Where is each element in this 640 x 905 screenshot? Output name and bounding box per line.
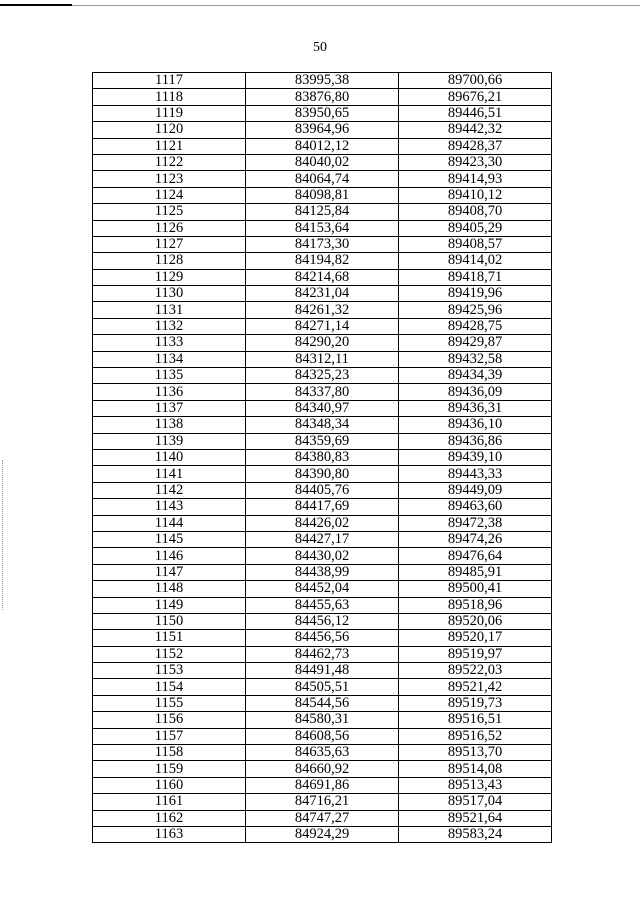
point-number-cell: 1136 (93, 384, 246, 400)
table-row (93, 466, 552, 482)
x-coordinate-cell: 84660,92 (246, 761, 399, 777)
y-coordinate-cell: 89442,32 (399, 122, 552, 138)
y-coordinate-cell: 89419,96 (399, 286, 552, 302)
x-coordinate-cell: 84337,80 (246, 384, 399, 400)
point-number-cell: 1150 (93, 613, 246, 629)
x-coordinate-cell: 84359,69 (246, 433, 399, 449)
y-coordinate-cell: 89485,91 (399, 564, 552, 580)
y-coordinate-cell: 89519,73 (399, 695, 552, 711)
table-row (93, 515, 552, 531)
point-number-cell: 1157 (93, 728, 246, 744)
table-row (93, 122, 552, 138)
table-row (93, 318, 552, 334)
point-number-cell: 1151 (93, 630, 246, 646)
point-number-cell: 1141 (93, 466, 246, 482)
table-row (93, 187, 552, 203)
x-coordinate-cell: 84380,83 (246, 449, 399, 465)
point-number-cell: 1137 (93, 400, 246, 416)
table-row (93, 728, 552, 744)
x-coordinate-cell: 84716,21 (246, 794, 399, 810)
x-coordinate-cell: 84261,32 (246, 302, 399, 318)
point-number-cell: 1159 (93, 761, 246, 777)
y-coordinate-cell: 89428,37 (399, 138, 552, 154)
y-coordinate-cell: 89423,30 (399, 154, 552, 170)
y-coordinate-cell: 89405,29 (399, 220, 552, 236)
point-number-cell: 1127 (93, 236, 246, 252)
x-coordinate-cell: 84608,56 (246, 728, 399, 744)
table-row (93, 335, 552, 351)
y-coordinate-cell: 89449,09 (399, 482, 552, 498)
y-coordinate-cell: 89418,71 (399, 269, 552, 285)
point-number-cell: 1135 (93, 368, 246, 384)
x-coordinate-cell: 84580,31 (246, 712, 399, 728)
point-number-cell: 1149 (93, 597, 246, 613)
y-coordinate-cell: 89472,38 (399, 515, 552, 531)
x-coordinate-cell: 84430,02 (246, 548, 399, 564)
x-coordinate-cell: 84691,86 (246, 777, 399, 793)
x-coordinate-cell: 84064,74 (246, 171, 399, 187)
point-number-cell: 1119 (93, 105, 246, 121)
x-coordinate-cell: 84153,64 (246, 220, 399, 236)
y-coordinate-cell: 89436,10 (399, 417, 552, 433)
coordinates-table (92, 72, 552, 843)
point-number-cell: 1152 (93, 646, 246, 662)
y-coordinate-cell: 89429,87 (399, 335, 552, 351)
table-row (93, 384, 552, 400)
x-coordinate-cell: 84491,48 (246, 663, 399, 679)
y-coordinate-cell: 89517,04 (399, 794, 552, 810)
table-row (93, 417, 552, 433)
point-number-cell: 1123 (93, 171, 246, 187)
point-number-cell: 1118 (93, 89, 246, 105)
point-number-cell: 1154 (93, 679, 246, 695)
y-coordinate-cell: 89446,51 (399, 105, 552, 121)
table-row (93, 105, 552, 121)
y-coordinate-cell: 89476,64 (399, 548, 552, 564)
table-row (93, 449, 552, 465)
point-number-cell: 1160 (93, 777, 246, 793)
y-coordinate-cell: 89443,33 (399, 466, 552, 482)
point-number-cell: 1126 (93, 220, 246, 236)
point-number-cell: 1122 (93, 154, 246, 170)
table-row (93, 302, 552, 318)
point-number-cell: 1134 (93, 351, 246, 367)
y-coordinate-cell: 89516,51 (399, 712, 552, 728)
table-row (93, 712, 552, 728)
table-row (93, 433, 552, 449)
x-coordinate-cell: 84231,04 (246, 286, 399, 302)
table-row (93, 138, 552, 154)
x-coordinate-cell: 84290,20 (246, 335, 399, 351)
table-row (93, 826, 552, 842)
x-coordinate-cell: 84173,30 (246, 236, 399, 252)
table-row (93, 171, 552, 187)
y-coordinate-cell: 89500,41 (399, 581, 552, 597)
table-row (93, 400, 552, 416)
x-coordinate-cell: 84427,17 (246, 531, 399, 547)
x-coordinate-cell: 84456,56 (246, 630, 399, 646)
table-row (93, 154, 552, 170)
y-coordinate-cell: 89428,75 (399, 318, 552, 334)
x-coordinate-cell: 83950,65 (246, 105, 399, 121)
x-coordinate-cell: 84438,99 (246, 564, 399, 580)
y-coordinate-cell: 89514,08 (399, 761, 552, 777)
point-number-cell: 1133 (93, 335, 246, 351)
y-coordinate-cell: 89521,64 (399, 810, 552, 826)
x-coordinate-cell: 83995,38 (246, 73, 399, 89)
point-number-cell: 1146 (93, 548, 246, 564)
point-number-cell: 1148 (93, 581, 246, 597)
x-coordinate-cell: 84194,82 (246, 253, 399, 269)
y-coordinate-cell: 89463,60 (399, 499, 552, 515)
table-row (93, 499, 552, 515)
point-number-cell: 1120 (93, 122, 246, 138)
point-number-cell: 1142 (93, 482, 246, 498)
point-number-cell: 1155 (93, 695, 246, 711)
x-coordinate-cell: 84214,68 (246, 269, 399, 285)
y-coordinate-cell: 89434,39 (399, 368, 552, 384)
point-number-cell: 1161 (93, 794, 246, 810)
y-coordinate-cell: 89436,09 (399, 384, 552, 400)
table-row (93, 630, 552, 646)
y-coordinate-cell: 89425,96 (399, 302, 552, 318)
table-row (93, 794, 552, 810)
y-coordinate-cell: 89513,43 (399, 777, 552, 793)
table-row (93, 663, 552, 679)
table-row (93, 220, 552, 236)
table-row (93, 581, 552, 597)
point-number-cell: 1121 (93, 138, 246, 154)
table-row (93, 777, 552, 793)
y-coordinate-cell: 89519,97 (399, 646, 552, 662)
x-coordinate-cell: 84456,12 (246, 613, 399, 629)
x-coordinate-cell: 84040,02 (246, 154, 399, 170)
table-row (93, 73, 552, 89)
x-coordinate-cell: 84012,12 (246, 138, 399, 154)
point-number-cell: 1153 (93, 663, 246, 679)
point-number-cell: 1140 (93, 449, 246, 465)
table-row (93, 597, 552, 613)
y-coordinate-cell: 89520,17 (399, 630, 552, 646)
table-row (93, 761, 552, 777)
page-number: 50 (313, 40, 327, 55)
point-number-cell: 1117 (93, 73, 246, 89)
y-coordinate-cell: 89513,70 (399, 745, 552, 761)
x-coordinate-cell: 84462,73 (246, 646, 399, 662)
x-coordinate-cell: 84098,81 (246, 187, 399, 203)
point-number-cell: 1124 (93, 187, 246, 203)
x-coordinate-cell: 84348,34 (246, 417, 399, 433)
point-number-cell: 1144 (93, 515, 246, 531)
y-coordinate-cell: 89436,31 (399, 400, 552, 416)
x-coordinate-cell: 84924,29 (246, 826, 399, 842)
point-number-cell: 1131 (93, 302, 246, 318)
y-coordinate-cell: 89408,57 (399, 236, 552, 252)
point-number-cell: 1138 (93, 417, 246, 433)
x-coordinate-cell: 84325,23 (246, 368, 399, 384)
table-row (93, 531, 552, 547)
x-coordinate-cell: 84417,69 (246, 499, 399, 515)
y-coordinate-cell: 89474,26 (399, 531, 552, 547)
point-number-cell: 1143 (93, 499, 246, 515)
point-number-cell: 1145 (93, 531, 246, 547)
y-coordinate-cell: 89436,86 (399, 433, 552, 449)
point-number-cell: 1128 (93, 253, 246, 269)
point-number-cell: 1156 (93, 712, 246, 728)
x-coordinate-cell: 84505,51 (246, 679, 399, 695)
x-coordinate-cell: 84312,11 (246, 351, 399, 367)
table-row (93, 646, 552, 662)
x-coordinate-cell: 83876,80 (246, 89, 399, 105)
table-row (93, 368, 552, 384)
point-number-cell: 1132 (93, 318, 246, 334)
y-coordinate-cell: 89676,21 (399, 89, 552, 105)
point-number-cell: 1147 (93, 564, 246, 580)
table-row (93, 745, 552, 761)
y-coordinate-cell: 89583,24 (399, 826, 552, 842)
y-coordinate-cell: 89522,03 (399, 663, 552, 679)
top-rule-thin (72, 5, 640, 6)
x-coordinate-cell: 84405,76 (246, 482, 399, 498)
y-coordinate-cell: 89410,12 (399, 187, 552, 203)
table-row (93, 89, 552, 105)
table-row (93, 351, 552, 367)
x-coordinate-cell: 83964,96 (246, 122, 399, 138)
point-number-cell: 1125 (93, 204, 246, 220)
margin-marks (2, 460, 5, 610)
table-row (93, 269, 552, 285)
table-row (93, 548, 552, 564)
point-number-cell: 1163 (93, 826, 246, 842)
table-row (93, 286, 552, 302)
y-coordinate-cell: 89414,02 (399, 253, 552, 269)
top-rule (0, 4, 72, 6)
y-coordinate-cell: 89516,52 (399, 728, 552, 744)
table-row (93, 482, 552, 498)
point-number-cell: 1139 (93, 433, 246, 449)
y-coordinate-cell: 89518,96 (399, 597, 552, 613)
x-coordinate-cell: 84340,97 (246, 400, 399, 416)
x-coordinate-cell: 84544,56 (246, 695, 399, 711)
x-coordinate-cell: 84125,84 (246, 204, 399, 220)
x-coordinate-cell: 84455,63 (246, 597, 399, 613)
point-number-cell: 1162 (93, 810, 246, 826)
table-row (93, 253, 552, 269)
x-coordinate-cell: 84390,80 (246, 466, 399, 482)
table-row (93, 564, 552, 580)
y-coordinate-cell: 89521,42 (399, 679, 552, 695)
x-coordinate-cell: 84747,27 (246, 810, 399, 826)
table-row (93, 810, 552, 826)
table-row (93, 236, 552, 252)
x-coordinate-cell: 84271,14 (246, 318, 399, 334)
x-coordinate-cell: 84426,02 (246, 515, 399, 531)
table-row (93, 679, 552, 695)
y-coordinate-cell: 89700,66 (399, 73, 552, 89)
y-coordinate-cell: 89439,10 (399, 449, 552, 465)
x-coordinate-cell: 84452,04 (246, 581, 399, 597)
y-coordinate-cell: 89520,06 (399, 613, 552, 629)
y-coordinate-cell: 89408,70 (399, 204, 552, 220)
point-number-cell: 1130 (93, 286, 246, 302)
table-row (93, 613, 552, 629)
table-row (93, 204, 552, 220)
table-row (93, 695, 552, 711)
coordinates-table-body (93, 73, 552, 843)
point-number-cell: 1129 (93, 269, 246, 285)
point-number-cell: 1158 (93, 745, 246, 761)
y-coordinate-cell: 89432,58 (399, 351, 552, 367)
y-coordinate-cell: 89414,93 (399, 171, 552, 187)
x-coordinate-cell: 84635,63 (246, 745, 399, 761)
